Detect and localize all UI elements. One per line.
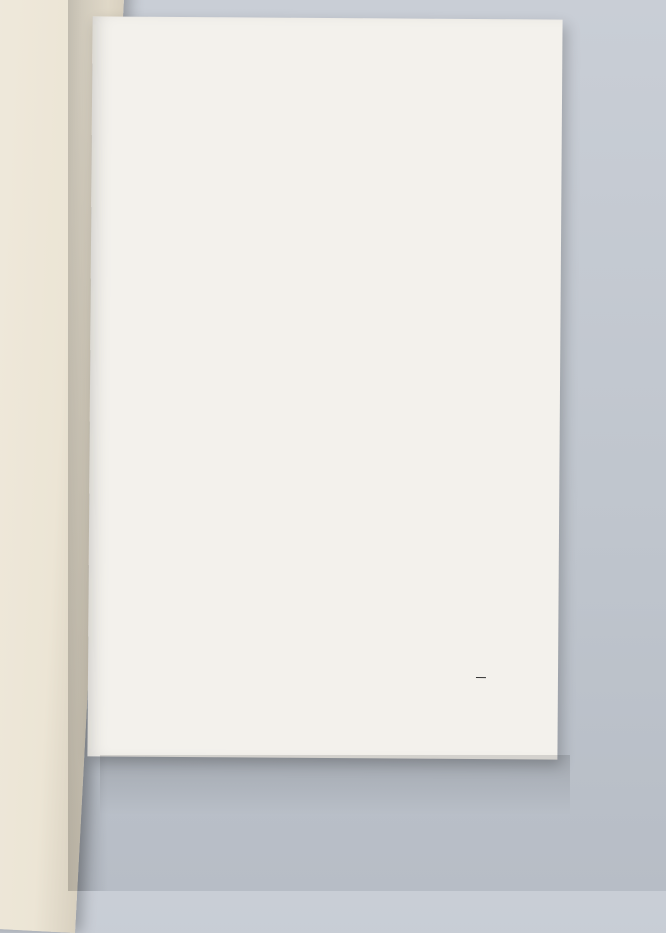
paragraphs-top xyxy=(134,71,506,74)
page-body xyxy=(134,71,506,118)
section-heading xyxy=(134,91,506,108)
book-page xyxy=(87,16,562,759)
page-shadow xyxy=(100,755,570,815)
paragraphs-bottom xyxy=(134,115,506,118)
continuation-mark xyxy=(476,677,486,678)
